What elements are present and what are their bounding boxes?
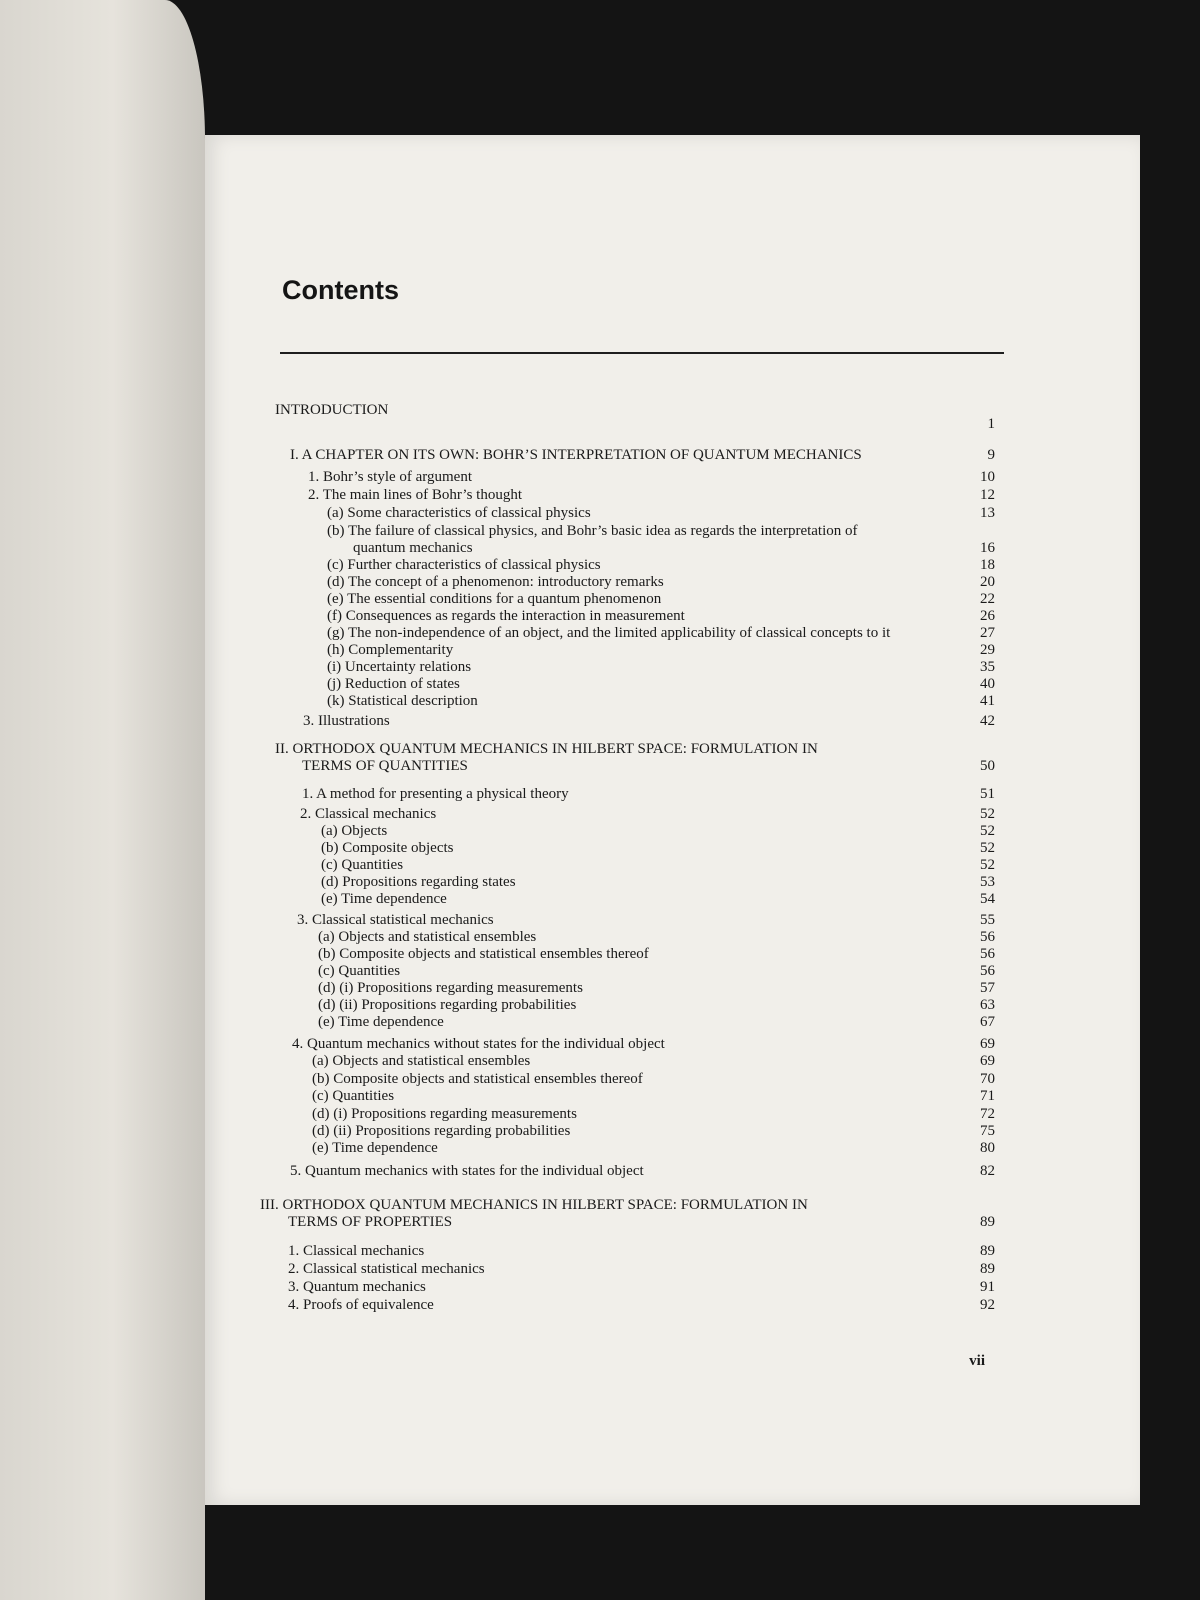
- toc-entry: [205, 785, 1140, 803]
- toc-entry-title: (k) Statistical description: [327, 693, 478, 709]
- toc-entry: [205, 1260, 1140, 1278]
- toc-entry-title: (a) Objects: [321, 823, 388, 839]
- toc-entry: [205, 539, 1140, 557]
- toc-entry-title: 2. The main lines of Bohr’s thought: [308, 487, 523, 503]
- toc-entry-title: 3. Classical statistical mechanics: [297, 912, 494, 928]
- toc-entry-page: 92: [980, 1297, 995, 1313]
- toc-entry: [205, 822, 1140, 840]
- toc-entry-page: 51: [980, 786, 995, 802]
- toc-entry-page: 89: [980, 1214, 995, 1230]
- toc-entry-page: 10: [980, 469, 995, 485]
- toc-entry: [205, 1052, 1140, 1070]
- toc-entry: [205, 757, 1140, 775]
- toc-entry-title: TERMS OF PROPERTIES: [288, 1214, 453, 1230]
- toc-entry: [205, 1213, 1140, 1231]
- toc-entry: [205, 468, 1140, 486]
- toc-entry: [205, 1162, 1140, 1180]
- toc-entry-page: 50: [980, 758, 995, 774]
- toc-entry-page: 56: [980, 963, 995, 979]
- toc-entry-page: 29: [980, 642, 995, 658]
- toc-entry-title: 1. A method for presenting a physical theory: [302, 786, 569, 802]
- toc-entry: [205, 1242, 1140, 1260]
- toc-entry-title: (b) Composite objects and statistical ensembles thereof: [312, 1071, 643, 1087]
- toc-entry-title: (c) Further characteristics of classical physics: [327, 557, 601, 573]
- toc-entry: [205, 675, 1140, 693]
- toc-entry-title: (e) Time dependence: [321, 891, 447, 907]
- toc-entry-title: (d) The concept of a phenomenon: introductory remarks: [327, 574, 664, 590]
- toc-entry-title: (d) (ii) Propositions regarding probabilities: [312, 1123, 571, 1139]
- toc-entry: [205, 979, 1140, 997]
- toc-entry-title: 4. Proofs of equivalence: [288, 1297, 434, 1313]
- toc-entry-page: 70: [980, 1071, 995, 1087]
- toc-entry: [205, 962, 1140, 980]
- toc-entry: [205, 658, 1140, 676]
- toc-entry-title: (j) Reduction of states: [327, 676, 460, 692]
- toc-entry-page: 57: [980, 980, 995, 996]
- toc-entry-title: II. ORTHODOX QUANTUM MECHANICS IN HILBERT SPACE: FORMULATION IN: [275, 741, 818, 757]
- toc-entry-title: TERMS OF QUANTITIES: [302, 758, 468, 774]
- toc-entry-title: 5. Quantum mechanics with states for the individual object: [290, 1163, 644, 1179]
- toc-entry-page: 22: [980, 591, 995, 607]
- toc-entry-page: 52: [980, 823, 995, 839]
- toc-entry-title: 2. Classical mechanics: [300, 806, 437, 822]
- toc-entry-page: 1: [987, 416, 995, 432]
- toc-entry: [205, 1278, 1140, 1296]
- toc-entry-page: 63: [980, 997, 995, 1013]
- toc-entry-title: (g) The non-independence of an object, and the limited applicability of classical concepts to it: [327, 625, 891, 641]
- toc-entry: [205, 911, 1140, 929]
- toc-entry-title: (b) Composite objects and statistical ensembles thereof: [318, 946, 649, 962]
- toc-entry-title: 1. Bohr’s style of argument: [308, 469, 473, 485]
- toc-entry: [205, 1196, 1140, 1214]
- toc-entry-title: (b) Composite objects: [321, 840, 454, 856]
- toc-entry: [205, 590, 1140, 608]
- toc-entry-title: (c) Quantities: [312, 1088, 395, 1104]
- toc-entry-title: I. A CHAPTER ON ITS OWN: BOHR’S INTERPRETATION OF QUANTUM MECHANICS: [290, 447, 862, 463]
- toc-entry-title: (d) Propositions regarding states: [321, 874, 516, 890]
- toc-entry-page: 18: [980, 557, 995, 573]
- toc-entry-title: quantum mechanics: [353, 540, 473, 556]
- toc-entry-page: 89: [980, 1243, 995, 1259]
- toc-entry-page: 40: [980, 676, 995, 692]
- toc-entry-title: 3. Illustrations: [303, 713, 390, 729]
- toc-entry: [205, 873, 1140, 891]
- toc-entry-title: (e) Time dependence: [318, 1014, 444, 1030]
- book-page: [205, 135, 1140, 1505]
- toc-entry: [205, 1070, 1140, 1088]
- toc-entry: [205, 839, 1140, 857]
- toc-entry: [205, 1013, 1140, 1031]
- toc-entry: [205, 1035, 1140, 1053]
- facing-page: [0, 0, 205, 1600]
- toc-entry-title: (f) Consequences as regards the interaction in measurement: [327, 608, 685, 624]
- toc-entry-title: (b) The failure of classical physics, and Bohr’s basic idea as regards the interpretation of: [327, 523, 858, 539]
- toc-entry: [205, 624, 1140, 642]
- toc-entry-title: (e) Time dependence: [312, 1140, 438, 1156]
- toc-entry: [205, 945, 1140, 963]
- toc-entry: [205, 1105, 1140, 1123]
- toc-entry-page: 56: [980, 946, 995, 962]
- contents-heading: Contents: [282, 275, 399, 305]
- toc-entry-page: 69: [980, 1036, 995, 1052]
- toc-entry-page: 71: [980, 1088, 995, 1104]
- toc-entry: [205, 890, 1140, 908]
- toc-entry: [205, 740, 1140, 758]
- toc-entry: [205, 446, 1140, 464]
- toc-entry: [205, 856, 1140, 874]
- toc-entry: [205, 607, 1140, 625]
- toc-entry-page: 89: [980, 1261, 995, 1277]
- toc-entry-title: INTRODUCTION: [275, 402, 389, 418]
- toc-entry-page: 82: [980, 1163, 995, 1179]
- toc-entry: [205, 928, 1140, 946]
- toc-entry: [205, 522, 1140, 540]
- toc-entry-title: 2. Classical statistical mechanics: [288, 1261, 485, 1277]
- toc-entry: [205, 504, 1140, 522]
- toc-entry-title: (a) Some characteristics of classical physics: [327, 505, 591, 521]
- toc-entry-page: 56: [980, 929, 995, 945]
- toc-entry: [205, 805, 1140, 823]
- toc-entry: [205, 692, 1140, 710]
- toc-entry-page: 91: [980, 1279, 995, 1295]
- toc-entry: [205, 556, 1140, 574]
- toc-entry-title: 3. Quantum mechanics: [288, 1279, 426, 1295]
- page-number: vii: [969, 1353, 985, 1369]
- toc-entry-page: 12: [980, 487, 995, 503]
- toc-entry: [205, 1296, 1140, 1314]
- toc-entry-title: (a) Objects and statistical ensembles: [312, 1053, 531, 1069]
- toc-entry-title: 1. Classical mechanics: [288, 1243, 425, 1259]
- toc-entry-page: 52: [980, 840, 995, 856]
- toc-entry-page: 53: [980, 874, 995, 890]
- toc-entry-page: 42: [980, 713, 995, 729]
- toc-entry-page: 54: [980, 891, 995, 907]
- toc-entry-page: 55: [980, 912, 995, 928]
- toc-entry-page: 80: [980, 1140, 995, 1156]
- heading-rule: [280, 352, 1004, 354]
- toc-entry-page: 20: [980, 574, 995, 590]
- toc-entry-title: (a) Objects and statistical ensembles: [318, 929, 537, 945]
- toc-entry: [205, 712, 1140, 730]
- toc-entry-page: 52: [980, 806, 995, 822]
- toc-entry-page: 26: [980, 608, 995, 624]
- toc-entry: [205, 1139, 1140, 1157]
- toc-entry-title: 4. Quantum mechanics without states for the individual object: [292, 1036, 665, 1052]
- toc-entry-title: III. ORTHODOX QUANTUM MECHANICS IN HILBERT SPACE: FORMULATION IN: [260, 1197, 808, 1213]
- toc-entry: [205, 996, 1140, 1014]
- toc-entry-page: 16: [980, 540, 995, 556]
- toc-entry-title: (c) Quantities: [321, 857, 404, 873]
- toc-entry-page: 13: [980, 505, 995, 521]
- toc-entry: [205, 415, 1140, 433]
- toc-entry: [205, 1087, 1140, 1105]
- toc-entry-page: 52: [980, 857, 995, 873]
- toc-entry: [205, 1122, 1140, 1140]
- toc-entry-title: (d) (ii) Propositions regarding probabilities: [318, 997, 577, 1013]
- toc-entry-page: 75: [980, 1123, 995, 1139]
- toc-entry-page: 41: [980, 693, 995, 709]
- toc-entry: [205, 641, 1140, 659]
- toc-entry-page: 9: [987, 447, 995, 463]
- toc-entry-title: (c) Quantities: [318, 963, 401, 979]
- toc-entry-title: (d) (i) Propositions regarding measurements: [312, 1106, 577, 1122]
- toc-entry-page: 72: [980, 1106, 995, 1122]
- toc-entry-page: 69: [980, 1053, 995, 1069]
- toc-entry-title: (h) Complementarity: [327, 642, 454, 658]
- toc-entry: [205, 486, 1140, 504]
- toc-entry-title: (i) Uncertainty relations: [327, 659, 472, 675]
- toc-entry-title: (d) (i) Propositions regarding measurements: [318, 980, 583, 996]
- toc-entry-page: 35: [980, 659, 995, 675]
- toc-entry-title: (e) The essential conditions for a quantum phenomenon: [327, 591, 662, 607]
- toc-entry-page: 27: [980, 625, 995, 641]
- toc-entry-page: 67: [980, 1014, 995, 1030]
- toc-entry: [205, 573, 1140, 591]
